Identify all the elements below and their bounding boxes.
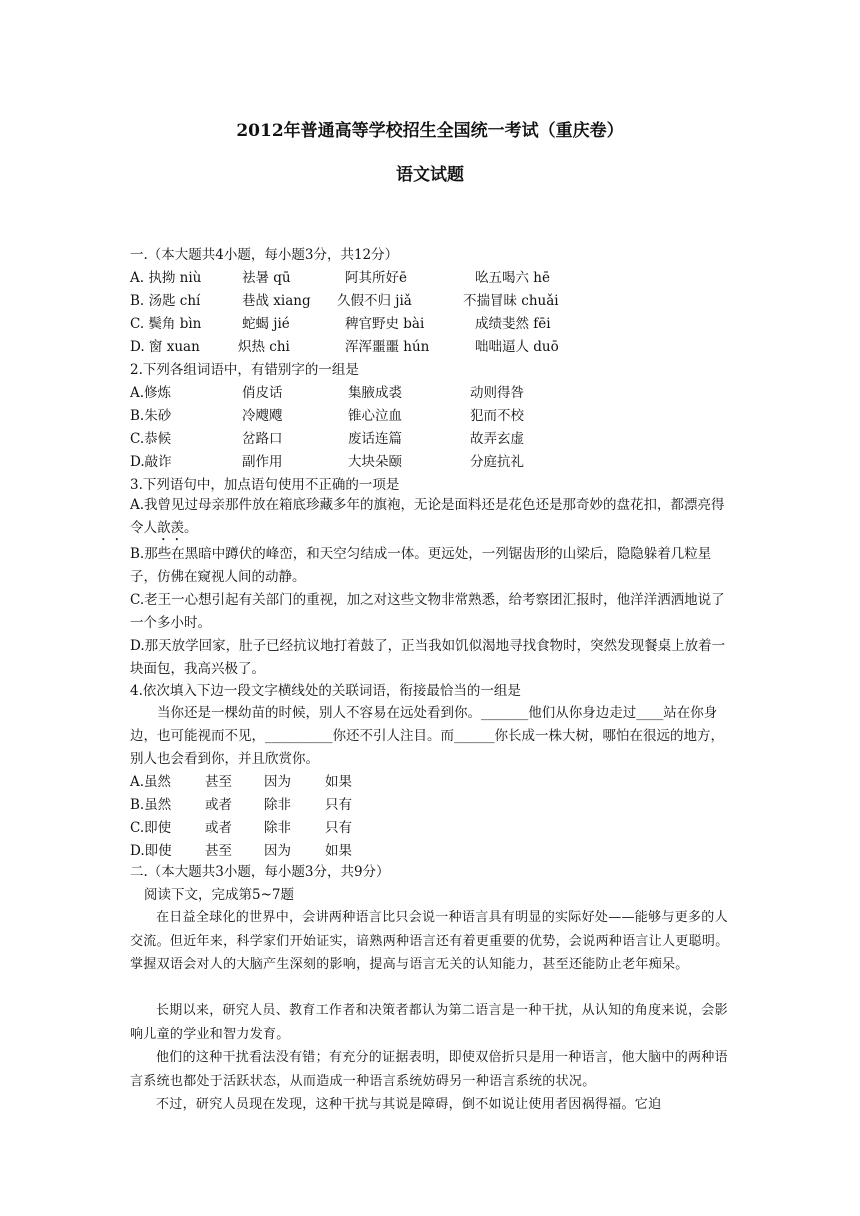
q2-stem: 2.下列各组词语中，有错别字的一组是 [130, 362, 359, 378]
q4-stem: 4.依次填入下边一段文字横线处的关联词语，衔接最恰当的一组是 [130, 683, 521, 699]
passage-paragraph-2: 长期以来，研究人员、教育工作者和决策者都认为第二语言是一种干扰，从认知的角度来说，会影响儿童的学业和智力发育。 [130, 1003, 728, 1042]
section2-intro: 阅读下文，完成第5~7题 [144, 887, 294, 903]
q3-option-b: B.那些在黑暗中蹲伏的峰峦，和天空匀结成一体。更远处，一列锯齿形的山梁后，隐隐躲着几粒星子，仿佛在窥视人间的动静。 [130, 546, 712, 585]
exam-page: 2012年普通高等学校招生全国统一考试（重庆卷） 语文试题 一.（本大题共4小题，每小题3分，共12分） A. 执拗 niù 祛暑 qū 阿其所好ē 吆五喝六 hē B. 汤匙 chí 巷战 xiang 久假不归 jiǎ 不揣冒昧 chuǎi C. 鬓角 bìn 蛇蝎 jié 稗官野史 bài 成绩斐然 fēi D. 窗 xuan 炽热 chi 浑浑噩噩 hún 咄咄逼人 duō 2.下列各组词语中，有错别字的一组是 A.修炼 俏皮话 集腋成裘 动则得咎 B.朱砂 冷飕飕 锥心泣血 犯而不校 C.恭候 岔路口 废话连篇 故弄玄虚 D.敲诈 副作用 大块朵颐 分庭抗礼 3.下列语句中，加点语句使用不正确的一项是 A.我曾见过母亲那件放在箱底珍藏多年的旗袍，无论是面料还是花色还是那奇妙的盘花扣，都漂亮得令人歆羡。 B.那些在黑暗中蹲伏的峰峦，和天空匀结成一体。更远处，一列锯齿形的山梁后，隐隐躲着几粒星子，仿佛在窥视人间的动静。 C.老王一心想引起有关部门的重视，加之对这些文物非常熟悉，给考察团汇报时，他洋洋洒洒地说了一个多小时。 D.那天放学回家，肚子已经抗议地打着鼓了，正当我如饥似渴地寻找食物时，突然发现餐桌上放着一块面包，我高兴极了。 4.依次填入下边一段文字横线处的关联词语，衔接最恰当的一组是 当你还是一棵幼苗的时候，别人不容易在远处看到你。_______他们从你身边走过____站在你身边，也可能视而不见，__________你还不引人注目。而______你长成一株大树，哪怕在很远的地方，别人也会看到你，并且欣赏你。 A.虽然 甚至 因为 如果 B.虽然 或者 除非 只有 C.即使 或者 除非 只有 D.即使 甚至 因为 如果 二.（本大题共3小题，每小题3分，共9分） 阅读下文，完成第5~7题 在日益全球化的世界中，会讲两种语言比只会说一种语言具有明显的实际好处——能够与更多的人交流。但近年来，科学家们开始证实，谙熟两种语言还有着更重要的优势，会说两种语言让人更聪明。掌握双语会对人的大脑产生深刻的影响，提高与语言无关的认知能力，甚至还能防止老年痴呆。 长期以来，研究人员、教育工作者和决策者都认为第二语言是一种干扰，从认知的角度来说，会影响儿童的学业和智力发育。 他们的这种干扰看法没有错；有充分的证据表明，即使双倍折只是用一种语言，他大脑中的两种语言系统也都处于活跃状态，从而造成一种语言系统妨碍另一种语言系统的状况。 不过，研究人员现在发现，这种干扰与其说是障碍，倒不如说让使用者因祸得福。它迫 [0, 0, 860, 1216]
q3-option-c: C.老王一心想引起有关部门的重视，加之对这些文物非常熟悉，给考察团汇报时，他洋洋洒洒地说了一个多小时。 [130, 592, 725, 631]
q3-option-a: A.我曾见过母亲那件放在箱底珍藏多年的旗袍，无论是面料还是花色还是那奇妙的盘花扣，都漂亮得令人歆羡。 [130, 497, 725, 536]
passage-paragraph-1: 在日益全球化的世界中，会讲两种语言比只会说一种语言具有明显的实际好处——能够与更多的人交流。但近年来，科学家们开始证实，谙熟两种语言还有着更重要的优势，会说两种语言让人更聪明。掌握双语会对人的大脑产生深刻的影响，提高与语言无关的认知能力，甚至还能防止老年痴呆。 [130, 910, 729, 972]
section1-header: 一.（本大题共4小题，每小题3分，共12分） [130, 247, 399, 263]
section2-header: 二.（本大题共3小题，每小题3分，共9分） [130, 864, 390, 880]
q3-option-d: D.那天放学回家，肚子已经抗议地打着鼓了，正当我如饥似渴地寻找食物时，突然发现餐桌上放着一块面包，我高兴极了。 [130, 638, 726, 677]
passage-paragraph-4: 不过，研究人员现在发现，这种干扰与其说是障碍，倒不如说让使用者因祸得福。它迫 [156, 1097, 662, 1112]
q4-passage: 当你还是一棵幼苗的时候，别人不容易在远处看到你。_______他们从你身边走过____站在你身边，也可能视而不见，__________你还不引人注目。而______你长成一株大树，哪怕在很远的地方，别人也会看到你，并且欣赏你。 [130, 705, 724, 767]
page-title: 2012年普通高等学校招生全国统一考试（重庆卷） [236, 121, 624, 141]
q3-stem: 3.下列语句中，加点语句使用不正确的一项是 [130, 477, 400, 493]
passage-paragraph-3: 他们的这种干扰看法没有错；有充分的证据表明，即使双倍折只是用一种语言，他大脑中的两种语言系统也都处于活跃状态，从而造成一种语言系统妨碍另一种语言系统的状况。 [130, 1050, 728, 1089]
emphasized-phrase: 歆羡 [157, 520, 184, 536]
page-subtitle: 语文试题 [396, 165, 464, 185]
